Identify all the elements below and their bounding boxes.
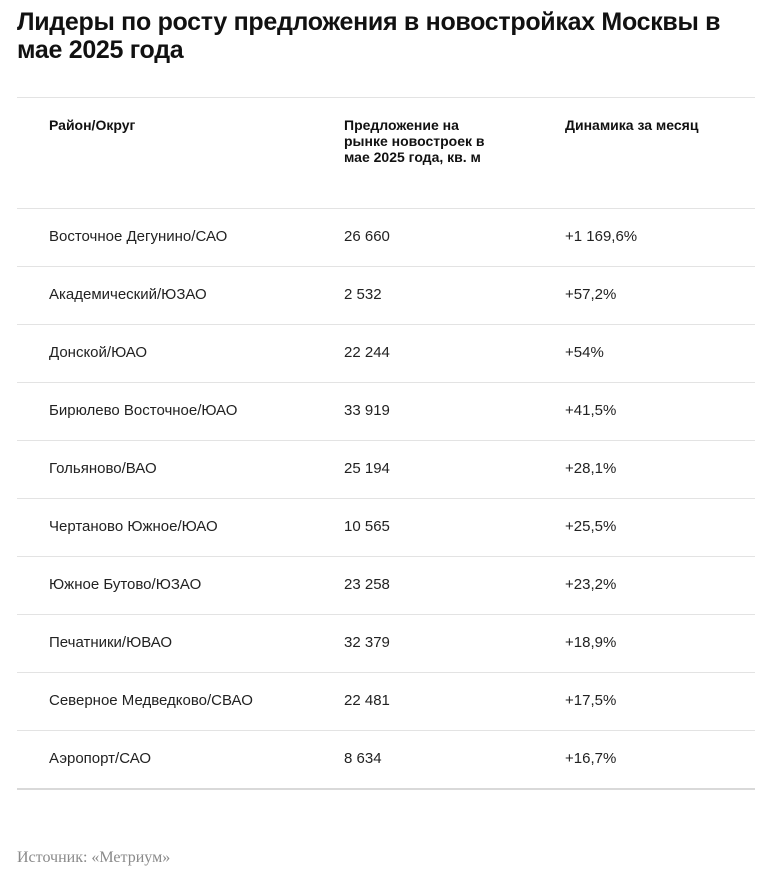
table-header [17,98,755,209]
cell-district: Печатники/ЮВАО [49,634,173,651]
cell-supply: 2 532 [344,286,382,303]
table-row [17,499,755,557]
table-row [17,383,755,441]
table-row [17,267,755,325]
cell-supply: 25 194 [344,460,390,477]
cell-district: Восточное Дегунино/САО [49,228,228,245]
table-row [17,325,755,383]
table-row [17,209,755,267]
cell-dynamics: +25,5% [565,518,617,535]
table-row [17,615,755,673]
cell-dynamics: +54% [565,344,604,361]
cell-supply: 26 660 [344,228,390,245]
cell-district: Академический/ЮЗАО [49,286,207,303]
cell-supply: 10 565 [344,518,390,535]
cell-dynamics: +17,5% [565,692,617,709]
data-table [17,97,755,790]
cell-dynamics: +28,1% [565,460,617,477]
header-dynamics: Динамика за месяц [565,117,699,133]
header-district: Район/Округ [49,117,136,133]
cell-dynamics: +1 169,6% [565,228,638,245]
header-supply: Предложение на рынке новостроек в мае 2025 года, кв. м [344,117,485,165]
cell-district: Южное Бутово/ЮЗАО [49,576,202,593]
cell-district: Чертаново Южное/ЮАО [49,518,218,535]
table-row [17,673,755,731]
source-caption: Источник: «Метриум» [17,849,171,866]
cell-district: Северное Медведково/СВАО [49,692,253,709]
cell-supply: 32 379 [344,634,390,651]
cell-dynamics: +23,2% [565,576,617,593]
cell-dynamics: +57,2% [565,286,617,303]
table-body [17,209,755,788]
cell-dynamics: +41,5% [565,402,617,419]
cell-dynamics: +18,9% [565,634,617,651]
cell-supply: 22 481 [344,692,390,709]
cell-supply: 8 634 [344,750,382,767]
cell-supply: 33 919 [344,402,390,419]
cell-district: Аэропорт/САО [49,750,152,767]
table-row [17,557,755,615]
page-title: Лидеры по росту предложения в новостройках Москвы в мае 2025 года [17,8,721,64]
cell-district: Бирюлево Восточное/ЮАО [49,402,238,419]
table-row [17,731,755,788]
cell-district: Гольяново/ВАО [49,460,157,477]
cell-supply: 22 244 [344,344,390,361]
cell-dynamics: +16,7% [565,750,617,767]
table-row [17,441,755,499]
cell-supply: 23 258 [344,576,390,593]
cell-district: Донской/ЮАО [49,344,148,361]
